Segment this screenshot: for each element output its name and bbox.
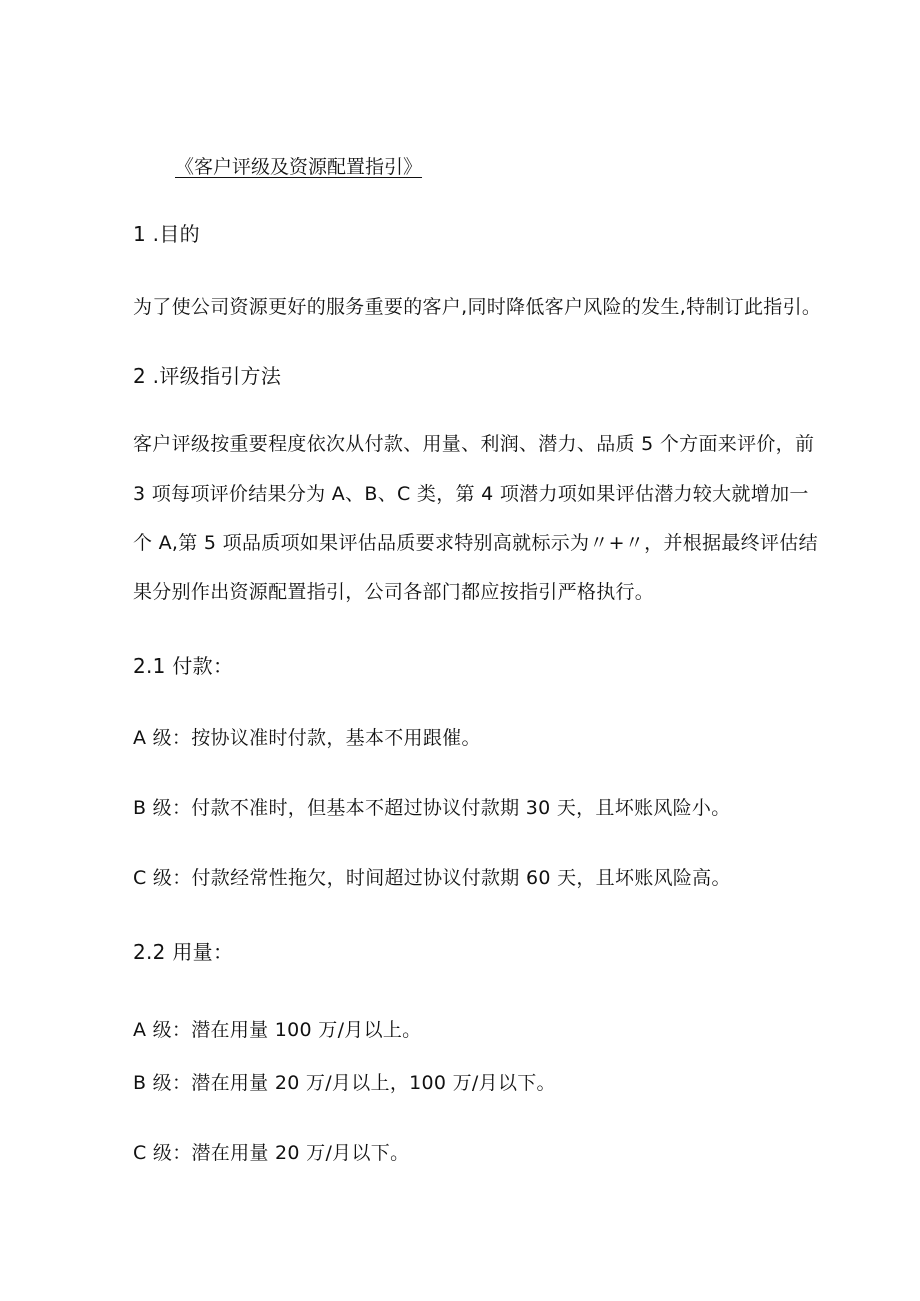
section-heading-purpose: 1 .目的 [133,222,200,246]
section-heading-method: 2 .评级指引方法 [133,364,282,388]
volume-grade-c: C 级：潜在用量 20 万/月以下。 [133,1142,410,1164]
paragraph-method-line-2: 3 项每项评价结果分为 A、B、C 类，第 4 项潜力项如果评估潜力较大就增加一 [133,483,809,505]
paragraph-method-line-1: 客户评级按重要程度依次从付款、用量、利润、潜力、品质 5 个方面来评价，前 [133,433,815,455]
document-title: 《客户评级及资源配置指引》 [175,156,423,178]
payment-grade-c: C 级：付款经常性拖欠，时间超过协议付款期 60 天，且坏账风险高。 [133,867,731,889]
section-heading-volume: 2.2 用量： [133,940,234,964]
volume-grade-a: A 级：潜在用量 100 万/月以上。 [133,1019,422,1041]
payment-grade-a: A 级：按协议准时付款，基本不用跟催。 [133,727,481,749]
paragraph-method-line-4: 果分别作出资源配置指引，公司各部门都应按指引严格执行。 [133,581,655,603]
volume-grade-b: B 级：潜在用量 20 万/月以上，100 万/月以下。 [133,1072,556,1094]
paragraph-purpose: 为了使公司资源更好的服务重要的客户,同时降低客户风险的发生,特制订此指引。 [133,296,822,318]
paragraph-method-line-3: 个 A,第 5 项品质项如果评估品质要求特别高就标示为〃+〃，并根据最终评估结 [133,532,818,554]
section-heading-payment: 2.1 付款： [133,654,234,678]
payment-grade-b: B 级：付款不准时，但基本不超过协议付款期 30 天，且坏账风险小。 [133,797,731,819]
